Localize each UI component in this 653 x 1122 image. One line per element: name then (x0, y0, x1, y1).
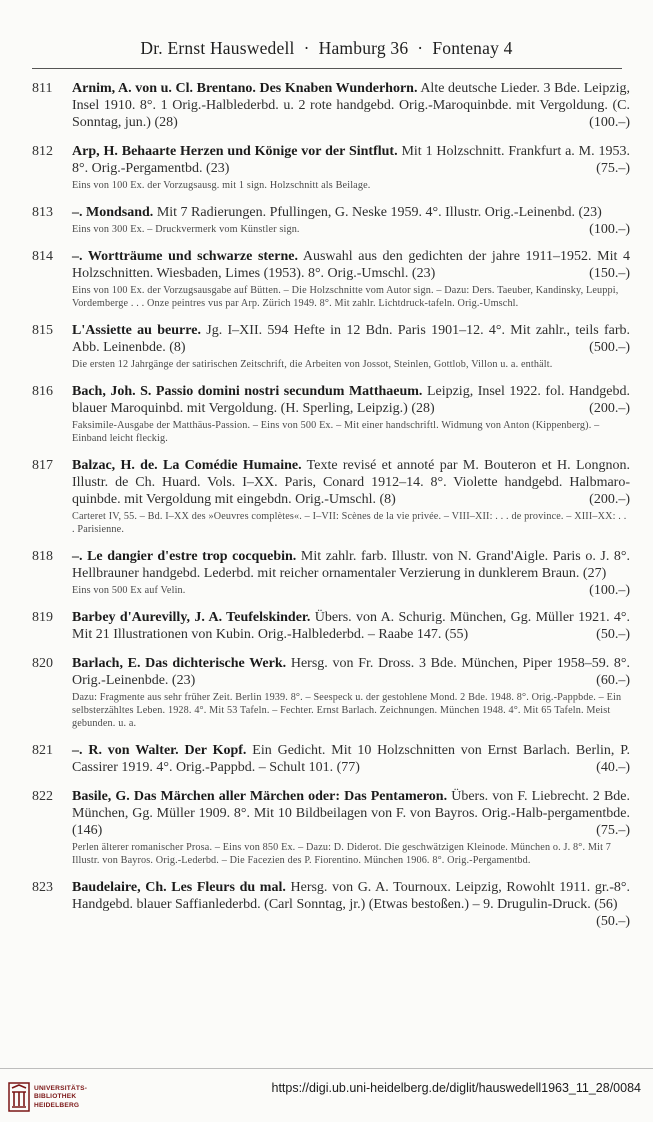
library-name-line-1: UNIVERSITÄTS- (34, 1085, 88, 1092)
entry-note: Eins von 100 Ex. der Vorzugsausgabe auf Bütten. – Die Holzschnitte vom Autor sign. – Dazu: Ders. Taeuber, Kandinsky, Leuppi, Vordemberge . . . Onze peintres vus par Arp. Zürich 1949. 8°. Mit zahlr. Lichtdruck-tafeln. Orig.-Umschl. (72, 285, 619, 309)
header-dealer: Dr. Ernst Hauswedell (140, 38, 295, 58)
entry-number: 818 (32, 549, 53, 564)
entry-price: (60.–) (596, 673, 630, 688)
entry-title: Basile, G. Das Märchen aller Märchen oder: Das Pentameron. (72, 789, 448, 804)
catalogue-entry (22, 248, 630, 310)
entry-title: –. Wortträume und schwarze sterne. (72, 249, 298, 264)
entry-price: (100.–) (589, 583, 630, 598)
entry-title: L'Assiette au beurre. (72, 323, 201, 338)
entry-number: 816 (32, 384, 53, 399)
entry-price: (200.–) (589, 492, 630, 507)
entry-text (72, 788, 630, 839)
catalogue-entry (22, 80, 630, 131)
library-seal-icon (8, 1082, 30, 1112)
catalogue-entry (22, 609, 630, 643)
entry-title: Baudelaire, Ch. Les Fleurs du mal. (72, 880, 286, 895)
library-name-line-3: HEIDELBERG (34, 1101, 80, 1109)
entry-details: Ein Gedicht. Mit 10 Holzschnitten von Ernst Barlach. Berlin, P. Cassirer 1919. 4°. Orig.-Pappbd. – Schult 101. (77) (72, 743, 630, 775)
entry-title: Balzac, H. de. La Comédie Humaine. (72, 458, 302, 473)
entry-price: (100.–) (589, 222, 630, 237)
entry-title: Arp, H. Behaarte Herzen und Könige vor der Sintflut. (72, 144, 398, 159)
entry-number: 820 (32, 656, 53, 671)
entry-number: 819 (32, 610, 53, 625)
entry-details: Mit zahlr. farb. Illustr. von N. Grand'Aigle. Paris o. J. 8°. Hellbrauner handgebd. Lederbd. mit reicher ornamentaler Verzierung in dunklerem Braun. (27) (72, 549, 631, 581)
entry-text (72, 248, 630, 282)
library-name-line-2: BIBLIOTHEK (34, 1093, 77, 1101)
entry-price: (100.–) (589, 115, 630, 130)
catalogue-entry (22, 655, 630, 730)
entry-number: 811 (32, 81, 53, 96)
entry-text (72, 143, 630, 177)
header-rule (32, 68, 622, 69)
header-city: Hamburg 36 (318, 38, 409, 58)
entry-price: (500.–) (589, 340, 630, 355)
entry-note: Eins von 100 Ex. der Vorzugsausg. mit 1 sign. Holzschnitt als Beilage. (72, 180, 371, 191)
catalogue-entry (22, 742, 630, 776)
catalogue-entries (22, 80, 630, 930)
entry-title: Bach, Joh. S. Passio domini nostri secundum Matthaeum. (72, 384, 423, 399)
entry-number: 822 (32, 789, 53, 804)
catalogue-entry (22, 322, 630, 371)
entry-note: Die ersten 12 Jahrgänge der satirischen Zeitschrift, die Arbeiten von Jossot, Steinlen, Gottlob, Villon u. a. enthält. (72, 359, 553, 370)
entry-price: (50.–) (596, 914, 630, 929)
entry-text (72, 655, 630, 689)
entry-note: Dazu: Fragmente aus sehr früher Zeit. Berlin 1939. 8°. – Seespeck u. der gestohlene Mond. 2 Bde. 1948. 8°. Orig.-Pappbde. – Ein selbsterzähltes Leben. 1928. 4°. Mit 53 Tafeln. – Fechter. Ernst Barlach. Zeichnungen. München 1948. 4°. Mit 65 Tafeln. Meist gebunden. u. a. (72, 692, 622, 729)
catalogue-entry (22, 879, 631, 929)
entry-note: Perlen älterer romanischer Prosa. – Eins von 850 Ex. – Dazu: D. Diderot. Die geschwätzigen Kleinode. München o. J. 8°. Mit 7 Illustr. von Bayros. Orig.-Lederbd. – Die Facezien des P. Fiorentino. München 1906. 8°. Orig.-Pergamentbd. (72, 842, 611, 866)
entry-details: Alte deutsche Lieder. 3 Bde. Leipzig, Insel 1910. 8°. 1 Orig.-Halblederbd. u. 2 rote handgebd. Orig.-Maroquinbde. mit Vergoldung. (C. Sonntag, jun.) (28) (72, 81, 630, 130)
footer-rule (0, 1068, 653, 1069)
entry-number: 817 (32, 458, 53, 473)
entry-price: (150.–) (589, 266, 630, 281)
catalogue-entry (22, 204, 630, 236)
entry-text (72, 80, 630, 131)
entry-title: –. Le dangier d'estre trop cocquebin. (72, 549, 297, 564)
entry-price: (75.–) (596, 823, 630, 838)
entry-number: 813 (32, 205, 53, 220)
entry-note: Eins von 500 Ex auf Velin. (72, 585, 186, 596)
entry-text (72, 322, 630, 356)
entry-text (72, 609, 630, 643)
library-logo[interactable] (8, 1080, 98, 1114)
entry-number: 814 (32, 249, 53, 264)
entry-title: –. R. von Walter. Der Kopf. (72, 743, 247, 758)
entry-details: Jg. I–XII. 594 Hefte in 12 Bdn. Paris 1901–12. 4°. Mit zahlr., teils farb. Abb. Leinenbde. (8) (72, 323, 631, 355)
entry-note: Faksimile-Ausgabe der Matthäus-Passion. – Eins von 500 Ex. – Mit einer handschriftl. Widmung von Anton (Kippenberg). – Einband leicht fleckig. (72, 420, 600, 444)
entry-number: 821 (32, 743, 53, 758)
entry-title: Barbey d'Aurevilly, J. A. Teufelskinder. (72, 610, 311, 625)
entry-title: Arnim, A. von u. Cl. Brentano. Des Knaben Wunderhorn. (72, 81, 418, 96)
entry-details: Hersg. von Fr. Dross. 3 Bde. München, Piper 1958–59. 8°. Orig.-Leinenbde. (23) (72, 656, 631, 688)
page-header (0, 38, 653, 59)
entry-details: Übers. von A. Schurig. München, Gg. Müller 1921. 4°. Mit 21 Illustrationen von Kubin. Orig.-Halblederbd. – Raabe 147. (55) (72, 610, 631, 642)
entry-text (72, 383, 630, 417)
entry-price: (50.–) (596, 627, 630, 642)
entry-number: 812 (32, 144, 53, 159)
entry-title: –. Mondsand. (72, 205, 154, 220)
entry-details: Leipzig, Insel 1922. fol. Handgebd. blauer Maroquinbd. mit Vergoldung. (H. Sperling, Leipzig.) (28) (72, 384, 630, 416)
entry-price: (75.–) (596, 161, 630, 176)
catalogue-entry (22, 548, 630, 597)
entry-price: (40.–) (596, 760, 630, 775)
entry-text (72, 457, 630, 508)
entry-details: Hersg. von G. A. Tournoux. Leipzig, Rowohlt 1911. gr.-8°. Handgebd. blauer Saffianlederbd. (Carl Sonntag, jr.) (Etwas bestoßen.) – 9. Drugulin-Druck. (56) (72, 880, 631, 912)
page-url-link[interactable]: https://digi.ub.uni-heidelberg.de/diglit/hauswedell1963_11_28/0084 (271, 1081, 641, 1095)
entry-details: Mit 7 Radierungen. Pfullingen, G. Neske 1959. 4°. Illustr. Orig.-Leinenbd. (23) (156, 205, 602, 220)
entry-details: Übers. von F. Liebrecht. 2 Bde. München, Gg. Müller 1909. 8°. Mit 10 Bildbeilagen von F. von Bayros. Orig.-Halb-pergamentbde. (146) (72, 789, 631, 838)
entry-text (72, 742, 630, 776)
entry-price: (200.–) (589, 401, 630, 416)
entry-details: Auswahl aus den gedichten der jahre 1911–1952. Mit 4 Holzschnitten. Wiesbaden, Limes (1953). 8°. Orig.-Umschl. (23) (72, 249, 630, 281)
catalogue-entry (22, 383, 630, 445)
catalogue-entry (22, 143, 630, 192)
entry-number: 815 (32, 323, 53, 338)
header-separator-2: · (417, 38, 424, 58)
header-separator-1: · (303, 38, 310, 58)
catalogue-entry (22, 457, 630, 536)
entry-title: Barlach, E. Das dichterische Werk. (72, 656, 287, 671)
entry-number: 823 (32, 880, 53, 895)
header-street: Fontenay 4 (432, 38, 513, 58)
entry-text (72, 879, 631, 929)
library-name (34, 1085, 87, 1110)
catalogue-entry (22, 788, 630, 867)
entry-details: Mit 1 Holzschnitt. Frankfurt a. M. 1953. 8°. Orig.-Pergamentbd. (23) (72, 144, 630, 176)
entry-note: Carteret IV, 55. – Bd. I–XX des »Oeuvres complètes«. – I–VII: Scènes de la vie privée. – VIII–XII: . . . de province. – XIII–XX: . . . Parisienne. (72, 511, 627, 535)
entry-details: Texte revisé et annoté par M. Bouteron et H. Longnon. Illustr. de Ch. Huard. Vols. I–XX. Paris, Conard 1912–14. 8°. Violette handgebd. Halbmaro-quinbde. mit Vergoldung mit eingebdn. Orig.-Umschl. (8) (72, 458, 630, 507)
entry-note: Eins von 300 Ex. – Druckvermerk vom Künstler sign. (72, 224, 300, 235)
